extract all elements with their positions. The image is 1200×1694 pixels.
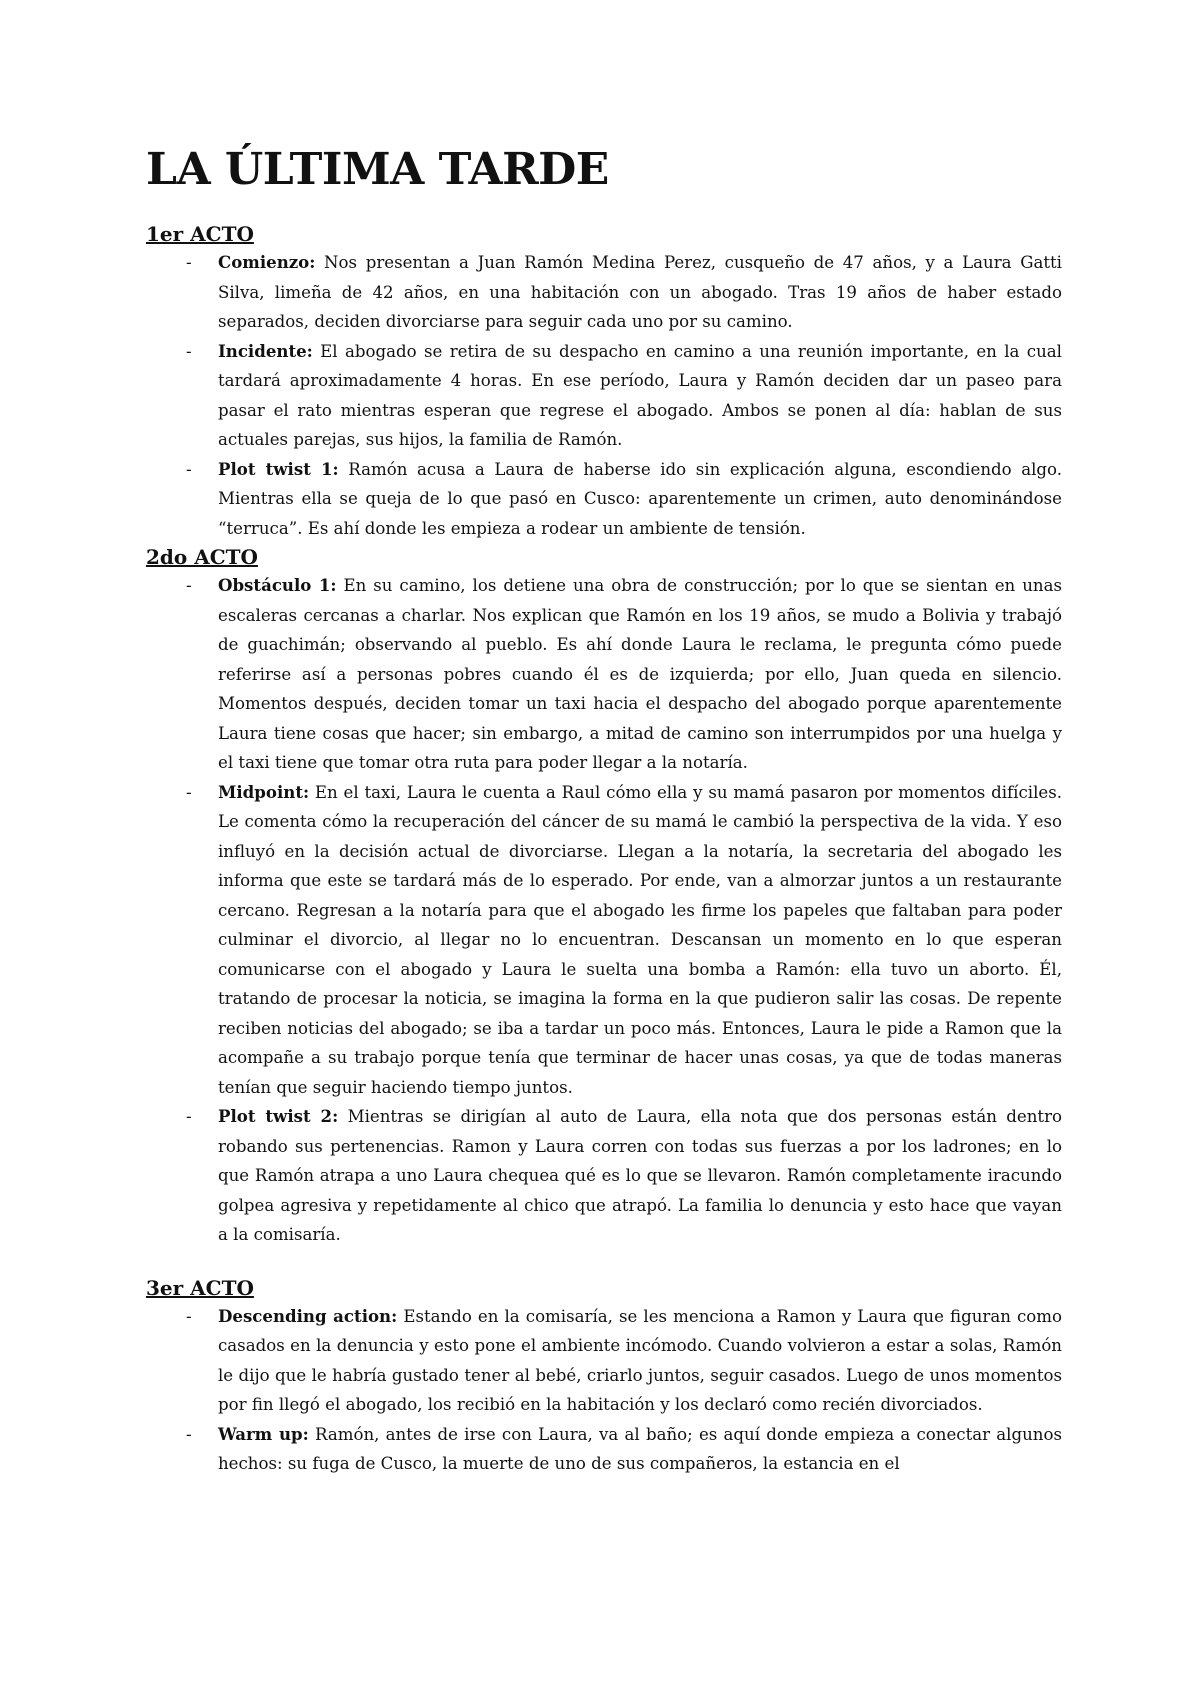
document-title: LA ÚLTIMA TARDE xyxy=(146,144,609,195)
act-2-heading: 2do ACTO xyxy=(146,545,258,569)
item-label: Incidente: xyxy=(218,340,313,361)
act-1-heading: 1er ACTO xyxy=(146,222,254,246)
bullet-dash: - xyxy=(186,576,192,595)
list-item xyxy=(146,778,1062,1103)
bullet-dash: - xyxy=(186,1424,192,1444)
list-item xyxy=(146,337,1062,455)
item-label: Plot twist 2: xyxy=(218,1106,339,1126)
item-text: Mientras se dirigían al auto de Laura, ella nota que dos personas están dentro robando sus pertenencias. Ramon y Laura corren con todas sus fuerzas a por los ladrones; en lo que Ramón atrapa a uno Laura chequea qué es lo que se llevaron. Ramón completamente iracundo golpea agresiva y repetidamente al chico que atrapó. La familia lo denuncia y esto hace que vayan a la comisaría. xyxy=(218,1107,1063,1244)
item-text: El abogado se retira de su despacho en camino a una reunión importante, en la cual tardará aproximadamente 4 horas. En ese período, Laura y Ramón deciden dar un paseo para pasar el rato mientras esperan que regrese el abogado. Ambos se ponen al día: hablan de sus actuales parejas, sus hijos, la familia de Ramón. xyxy=(218,341,1062,449)
list-item xyxy=(146,1302,1062,1420)
item-text: Ramón, antes de irse con Laura, va al baño; es aquí donde empieza a conectar algunos hechos: su fuga de Cusco, la muerte de uno de sus compañeros, la estancia en el xyxy=(218,1424,1062,1473)
act-3-list xyxy=(146,1302,1062,1479)
item-text: En su camino, los detiene una obra de construcción; por lo que se sientan en unas escaleras cercanas a charlar. Nos explican que Ramón en los 19 años, se mudo a Bolivia y trabajó de guachimán; observando al pueblo. Es ahí donde Laura le reclama, le pregunta cómo puede referirse así a personas pobres cuando él es de izquierda; por ello, Juan queda en silencio. Momentos después, deciden tomar un taxi hacia el despacho del abogado porque aparentemente Laura tiene cosas que hacer; sin embargo, a mitad de camino son interrumpidos por una huelga y el taxi tiene que tomar otra ruta para poder llegar a la notaría. xyxy=(218,576,1062,772)
list-item xyxy=(146,1420,1062,1479)
item-text: Ramón acusa a Laura de haberse ido sin explicación alguna, escondiendo algo. Mientras ella se queja de lo que pasó en Cusco: aparentemente un crimen, auto denominándose “terruca”. Es ahí donde les empieza a rodear un ambiente de tensión. xyxy=(218,459,1062,538)
item-label: Midpoint: xyxy=(218,781,310,802)
item-text: En el taxi, Laura le cuenta a Raul cómo ella y su mamá pasaron por momentos difíciles. Le comenta cómo la recuperación del cáncer de su mamá le cambió la perspectiva de la vida. Y eso influyó en la decisión actual de divorciarse. Llegan a la notaría, la secretaria del abogado les informa que este se tardará más de lo esperado. Por ende, van a almorzar juntos a un restaurante cercano. Regresan a la notaría para que el abogado les firme los papeles que faltaban para poder culminar el divorcio, al llegar no lo encuentran. Descansan un momento en lo que esperan comunicarse con el abogado y Laura le suelta una bomba a Ramón: ella tuvo un aborto. Él, tratando de procesar la noticia, se imagina la forma en la que pudieron salir las cosas. De repente reciben noticias del abogado; se iba a tardar un poco más. Entonces, Laura le pide a Ramon que la acompañe a su trabajo porque tenía que terminar de hacer unas cosas, ya que de todas maneras tenían que seguir haciendo tiempo juntos. xyxy=(218,782,1062,1097)
list-item xyxy=(146,455,1062,544)
bullet-dash: - xyxy=(186,341,192,361)
item-label: Comienzo: xyxy=(218,252,316,272)
list-item xyxy=(146,1102,1062,1250)
bullet-dash: - xyxy=(186,782,192,802)
bullet-dash: - xyxy=(186,459,192,479)
item-text: Nos presentan a Juan Ramón Medina Perez, cusqueño de 47 años, y a Laura Gatti Silva, limeña de 42 años, en una habitación con un abogado. Tras 19 años de haber estado separados, deciden divorciarse para seguir cada uno por su camino. xyxy=(218,253,1062,331)
bullet-dash: - xyxy=(186,253,192,272)
item-label: Obstáculo 1: xyxy=(218,575,337,595)
act-1-list xyxy=(146,248,1062,543)
act-3-heading: 3er ACTO xyxy=(146,1275,254,1300)
item-label: Plot twist 1: xyxy=(218,458,339,479)
item-label: Warm up: xyxy=(218,1423,309,1444)
item-text: Estando en la comisaría, se les menciona a Ramon y Laura que figuran como casados en la denuncia y esto pone el ambiente incómodo. Cuando volvieron a estar a solas, Ramón le dijo que le habría gustado tener al bebé, criarlo juntos, seguir casados. Luego de unos momentos por fin llegó el abogado, los recibió en la habitación y los declaró como recién divorciados. xyxy=(218,1306,1063,1414)
bullet-dash: - xyxy=(186,1107,192,1126)
item-label: Descending action: xyxy=(218,1305,398,1326)
list-item xyxy=(146,571,1062,778)
list-item xyxy=(146,248,1062,337)
bullet-dash: - xyxy=(186,1306,192,1326)
act-2-list xyxy=(146,571,1062,1250)
